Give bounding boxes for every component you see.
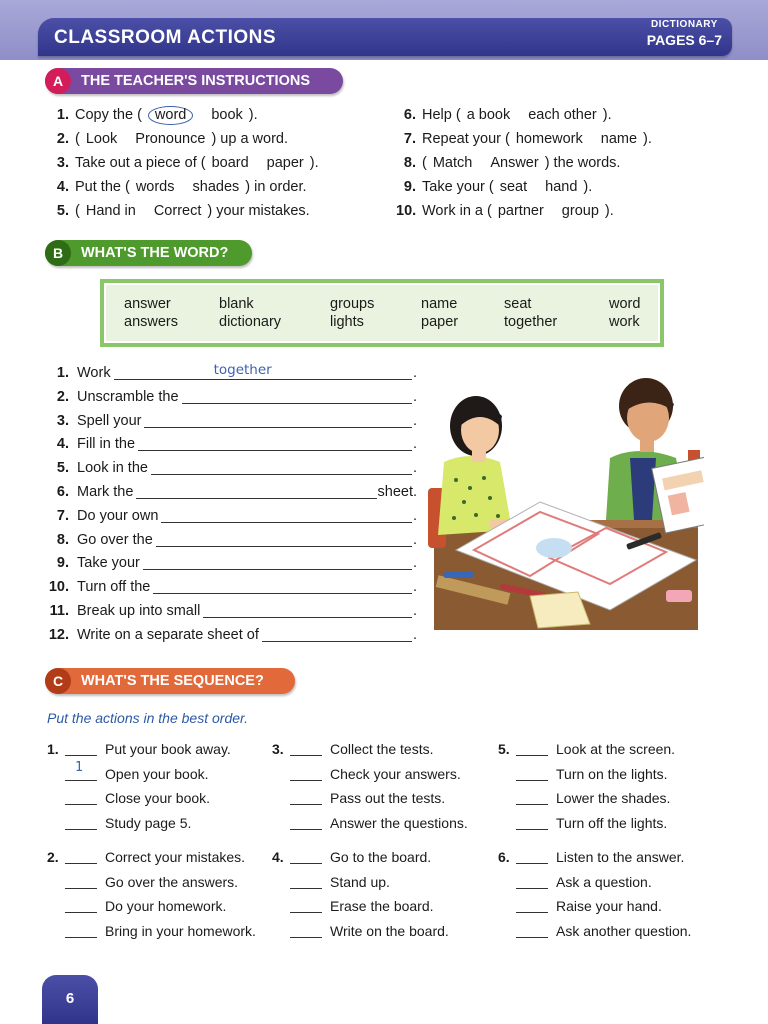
fill-in-item (47, 433, 417, 457)
order-blank[interactable] (65, 899, 97, 913)
option-2[interactable]: group (561, 203, 599, 219)
fill-in-item (47, 576, 417, 600)
item-prefix: Take your ( (422, 179, 494, 195)
order-blank[interactable] (516, 924, 548, 938)
classroom-illustration (420, 370, 704, 632)
sequence-item (498, 894, 691, 919)
item-tail: . (412, 365, 417, 381)
fill-in-item (47, 362, 417, 386)
dictionary-pages: PAGES 6–7 (646, 32, 722, 48)
answer-blank[interactable] (156, 532, 412, 547)
item-number: 11. (49, 602, 69, 619)
item-number: 12. (48, 626, 69, 643)
sequence-item (272, 786, 468, 811)
fill-in-item (47, 457, 417, 481)
fill-in-item (47, 552, 417, 576)
fill-in-item (47, 529, 417, 553)
section-c-letter: C (45, 668, 71, 694)
order-blank[interactable] (65, 816, 97, 830)
section-a-left-column (47, 103, 387, 223)
item-number: 2. (56, 131, 69, 147)
item-tail: . (412, 507, 417, 524)
item-number: 3. (56, 412, 69, 429)
section-b-heading (45, 240, 252, 266)
section-a-title: THE TEACHER'S INSTRUCTIONS (81, 73, 311, 89)
action-text: Raise your hand. (556, 898, 662, 915)
item-number: 9. (56, 555, 69, 572)
word-column (609, 295, 640, 331)
item-number: 3. (56, 155, 69, 171)
action-text: Correct your mistakes. (105, 849, 246, 865)
answer-blank[interactable] (144, 413, 411, 428)
item-suffix: ) up a word. (211, 131, 289, 147)
section-c-instruction: Put the actions in the best order. (47, 710, 249, 726)
option-2[interactable]: Answer (490, 155, 539, 171)
item-suffix: ). (583, 179, 593, 195)
word-option: answers (124, 314, 178, 330)
section-c-title: WHAT'S THE SEQUENCE? (81, 673, 264, 689)
item-number: 7. (403, 131, 416, 147)
item-prefix: Copy the ( (75, 107, 142, 123)
item-tail: . (412, 388, 417, 405)
instruction-item (47, 151, 387, 175)
order-blank[interactable] (65, 742, 97, 756)
answer-blank[interactable] (138, 436, 412, 451)
option-1[interactable]: word (148, 106, 193, 125)
answer-blank[interactable] (153, 579, 412, 594)
option-2[interactable]: Pronounce (135, 131, 206, 147)
action-text: Bring in your homework. (105, 922, 256, 939)
instruction-item (47, 175, 387, 199)
order-blank[interactable] (516, 767, 548, 781)
order-blank[interactable] (290, 850, 322, 864)
sequence-item (498, 870, 691, 895)
item-suffix: ). (248, 107, 258, 123)
page-title: CLASSROOM ACTIONS (54, 27, 277, 48)
order-blank[interactable] (65, 850, 97, 864)
order-blank[interactable] (290, 899, 322, 913)
answer-blank[interactable] (203, 603, 412, 618)
instruction-item (47, 103, 387, 127)
item-suffix: ) in order. (245, 179, 307, 195)
instruction-item (47, 127, 387, 151)
item-number: 9. (403, 179, 416, 195)
sequence-group (498, 737, 675, 835)
item-text: Fill in the (77, 436, 136, 453)
order-blank[interactable] (516, 816, 548, 830)
item-tail: . (412, 436, 417, 453)
item-tail: sheet. (377, 483, 417, 500)
item-number: 6. (403, 107, 416, 123)
action-text: Stand up. (330, 873, 390, 890)
section-a-letter: A (45, 68, 71, 94)
order-blank[interactable] (290, 767, 322, 781)
item-text: Go over the (77, 531, 153, 548)
fill-in-item (47, 505, 417, 529)
item-prefix: Work in a ( (422, 203, 492, 219)
action-text: Look at the screen. (556, 741, 676, 757)
order-blank[interactable] (65, 875, 97, 889)
item-suffix: ). (602, 107, 612, 123)
option-1[interactable]: words (135, 179, 175, 195)
action-text: Answer the questions. (330, 814, 468, 831)
word-column (504, 295, 557, 331)
action-text: Study page 5. (105, 814, 192, 831)
section-b-letter: B (45, 240, 71, 266)
word-column (421, 295, 458, 331)
option-2[interactable]: shades (192, 179, 240, 195)
word-column (330, 295, 374, 331)
order-blank[interactable] (290, 875, 322, 889)
item-text: Look in the (77, 460, 148, 477)
action-text: Collect the tests. (330, 741, 434, 757)
sequence-group (272, 845, 449, 943)
item-suffix: ). (643, 131, 652, 147)
answer-blank[interactable] (161, 508, 412, 523)
item-number: 8. (403, 155, 416, 171)
item-text: Unscramble the (77, 388, 179, 405)
section-b-title: WHAT'S THE WORD? (81, 245, 229, 261)
sequence-item (47, 811, 231, 836)
item-number: 4. (56, 179, 69, 195)
action-text: Go to the board. (330, 849, 432, 865)
option-2[interactable]: Correct (153, 203, 202, 219)
title-bar (38, 18, 732, 56)
sequence-item (272, 737, 468, 762)
section-a-right-column (396, 103, 716, 223)
sequence-item (272, 870, 449, 895)
group-number: 1. (47, 741, 59, 757)
action-text: Go over the answers. (105, 873, 239, 890)
group-number: 2. (47, 849, 59, 865)
item-prefix: ( (422, 155, 427, 171)
option-2[interactable]: hand (545, 179, 578, 195)
option-2[interactable]: each other (528, 107, 597, 123)
action-text: Open your book. (105, 765, 209, 782)
sequence-item (498, 737, 675, 762)
answer-blank[interactable] (262, 627, 412, 642)
group-number: 5. (498, 741, 510, 757)
item-number: 8. (56, 531, 69, 548)
sequence-item (272, 811, 468, 836)
item-number: 10. (48, 579, 69, 596)
sequence-item (47, 845, 256, 870)
group-number: 6. (498, 849, 510, 865)
answer-blank[interactable] (182, 389, 412, 404)
word-option: lights (330, 314, 364, 330)
item-number: 2. (56, 388, 69, 405)
sequence-group (47, 737, 231, 835)
section-a-heading (45, 68, 343, 94)
instruction-item (396, 199, 716, 223)
answer-blank[interactable] (114, 362, 412, 380)
action-text: Close your book. (105, 790, 211, 807)
sequence-item (47, 919, 256, 944)
option-1[interactable]: Look (85, 131, 118, 147)
item-tail: . (412, 602, 417, 619)
item-text: Work (77, 365, 111, 381)
order-blank[interactable] (290, 742, 322, 756)
group-number: 4. (272, 849, 284, 865)
item-prefix: Take out a piece of ( (75, 155, 206, 171)
word-option: name (421, 296, 458, 312)
action-text: Listen to the answer. (556, 849, 685, 865)
answer-blank[interactable] (151, 460, 412, 475)
sequence-item (272, 894, 449, 919)
item-number: 6. (56, 483, 69, 500)
sequence-item (272, 919, 449, 944)
word-column (219, 295, 281, 331)
item-text: Take your (77, 555, 140, 572)
dictionary-label: DICTIONARY (650, 19, 718, 30)
word-option: blank (219, 296, 254, 312)
fill-in-item (47, 410, 417, 434)
item-prefix: Help ( (422, 107, 461, 123)
order-blank[interactable] (290, 791, 322, 805)
sequence-item (498, 811, 675, 836)
option-2[interactable]: name (600, 131, 638, 147)
order-blank[interactable] (65, 924, 97, 938)
item-suffix: ). (604, 203, 614, 219)
answer-blank[interactable] (143, 555, 412, 570)
action-text: Ask a question. (556, 873, 652, 890)
word-column (124, 295, 178, 331)
action-text: Write on the board. (330, 922, 449, 939)
item-number: 10. (396, 203, 417, 219)
order-blank[interactable] (65, 759, 97, 781)
sequence-item (47, 894, 256, 919)
instruction-item (396, 127, 716, 151)
item-text: Break up into small (77, 602, 201, 619)
item-text: Mark the (77, 483, 134, 500)
order-blank[interactable] (516, 850, 548, 864)
option-1[interactable]: Hand in (85, 203, 136, 219)
section-c-heading (45, 668, 295, 694)
answer-blank[interactable] (136, 484, 376, 499)
item-suffix: ) the words. (544, 155, 621, 171)
instruction-item (396, 151, 716, 175)
item-suffix: ) your mistakes. (207, 203, 310, 219)
page-number: 6 (65, 990, 75, 1007)
item-tail: . (412, 555, 417, 572)
handwritten-answer: together (213, 362, 272, 378)
word-option: word (609, 296, 641, 312)
action-text: Ask another question. (556, 922, 692, 939)
page-number-tab (42, 975, 98, 1024)
option-2[interactable]: book (211, 107, 243, 123)
handwritten-answer: 1 (75, 759, 84, 775)
group-number: 3. (272, 741, 284, 757)
dictionary-reference (647, 20, 722, 47)
option-1[interactable]: Match (432, 155, 473, 171)
item-prefix: ( (75, 131, 80, 147)
item-text: Do your own (77, 507, 159, 524)
order-blank[interactable] (516, 899, 548, 913)
word-option: answer (124, 296, 171, 312)
word-option: paper (421, 314, 459, 330)
item-suffix: ). (309, 155, 319, 171)
sequence-item (47, 759, 231, 787)
sequence-group (272, 737, 468, 835)
action-text: Erase the board. (330, 898, 434, 915)
sequence-item (498, 762, 675, 787)
option-1[interactable]: homework (515, 131, 583, 147)
sequence-group (47, 845, 256, 943)
fill-in-item (47, 481, 417, 505)
item-text: Spell your (77, 412, 142, 429)
item-number: 1. (56, 365, 69, 381)
fill-in-list (47, 362, 417, 648)
sequence-item (47, 870, 256, 895)
option-1[interactable]: seat (499, 179, 528, 195)
option-1[interactable]: partner (497, 203, 544, 219)
item-tail: . (412, 460, 417, 477)
action-text: Do your homework. (105, 898, 227, 915)
item-prefix: ( (75, 203, 80, 219)
word-option: together (504, 314, 558, 330)
sequence-item (498, 845, 691, 870)
sequence-item (498, 786, 675, 811)
option-1[interactable]: board (211, 155, 249, 171)
word-box (100, 279, 664, 347)
action-text: Turn on the lights. (556, 765, 668, 782)
sequence-item (272, 845, 449, 870)
item-number: 5. (56, 460, 69, 477)
order-blank[interactable] (516, 742, 548, 756)
order-blank[interactable] (516, 875, 548, 889)
item-number: 5. (56, 203, 69, 219)
word-option: seat (504, 296, 532, 312)
fill-in-item (47, 600, 417, 624)
action-text: Check your answers. (330, 765, 461, 782)
order-blank[interactable] (65, 791, 97, 805)
instruction-item (396, 103, 716, 127)
order-blank[interactable] (290, 924, 322, 938)
instruction-item (396, 175, 716, 199)
item-tail: . (412, 579, 417, 596)
action-text: Pass out the tests. (330, 790, 446, 807)
item-prefix: Put the ( (75, 179, 130, 195)
option-1[interactable]: a book (466, 107, 511, 123)
item-text: Write on a separate sheet of (77, 626, 259, 643)
sequence-item (47, 786, 231, 811)
action-text: Turn off the lights. (556, 814, 668, 831)
word-option: work (609, 314, 640, 330)
sequence-item (498, 919, 691, 944)
word-option: dictionary (219, 314, 282, 330)
action-text: Lower the shades. (556, 790, 671, 807)
item-text: Turn off the (77, 579, 151, 596)
item-number: 1. (56, 107, 69, 123)
order-blank[interactable] (516, 791, 548, 805)
fill-in-item (47, 386, 417, 410)
word-option: groups (330, 296, 375, 312)
item-tail: . (412, 531, 417, 548)
instruction-item (47, 199, 387, 223)
option-2[interactable]: paper (266, 155, 304, 171)
item-number: 7. (56, 507, 69, 524)
action-text: Put your book away. (105, 741, 231, 757)
item-tail: . (412, 412, 417, 429)
order-blank[interactable] (290, 816, 322, 830)
sequence-group (498, 845, 691, 943)
item-tail: . (412, 626, 417, 643)
item-number: 4. (56, 436, 69, 453)
item-prefix: Repeat your ( (422, 131, 510, 147)
fill-in-item (47, 624, 417, 648)
sequence-item (272, 762, 468, 787)
